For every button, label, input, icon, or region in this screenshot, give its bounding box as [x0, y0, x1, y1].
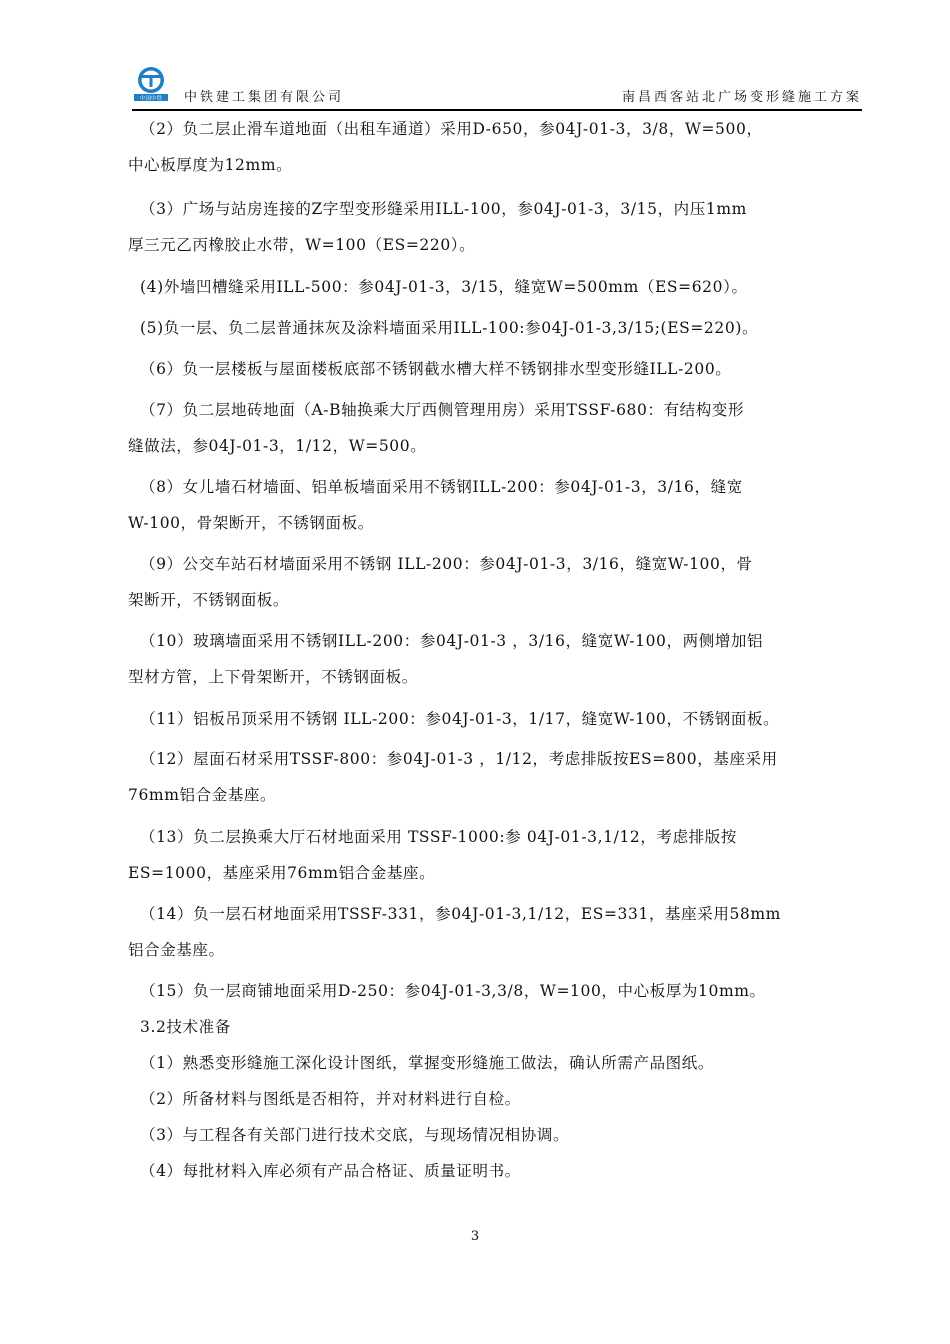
text-line: （11）铝板吊顶采用不锈钢 ILL-200：参04J-01-3，1/17，缝宽W-100，不锈钢面板。 [140, 710, 780, 728]
text-line: 中心板厚度为12mm。 [128, 156, 293, 174]
section-heading: 3.2技术准备 [140, 1018, 231, 1036]
text-line: （7）负二层地砖地面（A-B轴换乘大厅西侧管理用房）采用TSSF-680：有结构变形 [140, 401, 745, 419]
text-line: （13）负二层换乘大厅石材地面采用 TSSF-1000:参 04J-01-3,1/12，考虑排版按 [140, 828, 737, 846]
text-line: （6）负一层楼板与屋面楼板底部不锈钢截水槽大样不锈钢排水型变形缝ILL-200。 [140, 360, 732, 378]
text-line: （9）公交车站石材墙面采用不锈钢 ILL-200：参04J-01-3，3/16，缝宽W-100，骨 [140, 555, 753, 573]
text-line: （15）负一层商铺地面采用D-250：参04J-01-3,3/8，W=100，中心板厚为10mm。 [140, 982, 766, 1000]
company-logo [132, 64, 170, 102]
text-line: （2）所备材料与图纸是否相符，并对材料进行自检。 [140, 1090, 521, 1108]
text-line: （4）每批材料入库必须有产品合格证、质量证明书。 [140, 1162, 521, 1180]
page-header [132, 64, 862, 112]
text-line: ES=1000，基座采用76mm铝合金基座。 [128, 864, 436, 882]
text-line: （3）广场与站房连接的Z字型变形缝采用ILL-100，参04J-01-3，3/15，内压1mm [140, 200, 747, 218]
page-number: 3 [470, 1229, 480, 1244]
text-line: (4)外墙凹槽缝采用ILL-500：参04J-01-3，3/15，缝宽W=500mm（ES=620）。 [140, 278, 748, 296]
text-line: (5)负一层、负二层普通抹灰及涂料墙面采用ILL-100:参04J-01-3,3/15;(ES=220)。 [140, 319, 759, 337]
text-line: 厚三元乙丙橡胶止水带，W=100（ES=220）。 [128, 236, 476, 254]
text-line: （2）负二层止滑车道地面（出租车通道）采用D-650，参04J-01-3，3/8，W=500， [140, 120, 763, 138]
text-line: （3）与工程各有关部门进行技术交底，与现场情况相协调。 [140, 1126, 570, 1144]
text-line: 76mm铝合金基座。 [128, 786, 277, 804]
text-line: 缝做法，参04J-01-3，1/12，W=500。 [128, 437, 427, 455]
logo-caption: 中国中铁 [139, 95, 163, 102]
text-line: （10）玻璃墙面采用不锈钢ILL-200：参04J-01-3 ，3/16，缝宽W-100，两侧增加铝 [140, 632, 764, 650]
header-rule [132, 109, 862, 111]
text-line: W-100，骨架断开，不锈钢面板。 [128, 514, 374, 532]
text-line: （1）熟悉变形缝施工深化设计图纸，掌握变形缝施工做法，确认所需产品图纸。 [140, 1054, 714, 1072]
text-line: （12）屋面石材采用TSSF-800：参04J-01-3 ，1/12，考虑排版按ES=800，基座采用 [140, 750, 778, 768]
text-line: （14）负一层石材地面采用TSSF-331，参04J-01-3,1/12，ES=331，基座采用58mm [140, 905, 781, 923]
text-line: （8）女儿墙石材墙面、铝单板墙面采用不锈钢ILL-200：参04J-01-3，3/16，缝宽 [140, 478, 743, 496]
text-line: 型材方管，上下骨架断开，不锈钢面板。 [128, 668, 418, 686]
text-line: 铝合金基座。 [128, 941, 225, 959]
company-name: 中铁建工集团有限公司 [184, 90, 345, 105]
project-title: 南昌西客站北广场变形缝施工方案 [621, 90, 862, 105]
text-line: 架断开，不锈钢面板。 [128, 591, 290, 609]
